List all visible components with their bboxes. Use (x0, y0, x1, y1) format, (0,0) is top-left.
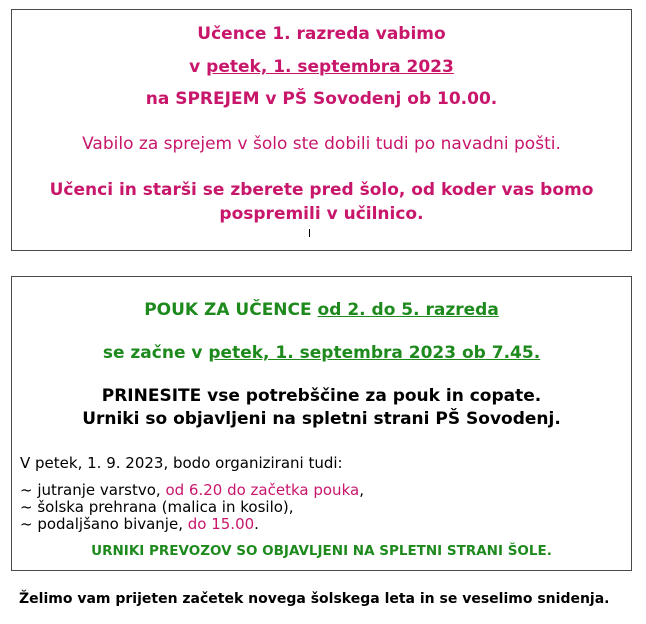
organized-intro: V petek, 1. 9. 2023, bodo organizirani tudi: (20, 454, 343, 472)
invitation-date-line (12, 57, 631, 77)
mail-notice: Vabilo za sprejem v šolo ste dobili tudi po navadni pošti. (82, 134, 561, 154)
reception-line: na SPREJEM v PŠ Sovodenj ob 10.00. (145, 89, 498, 109)
list-item-text: ~ šolska prehrana (malica in kosilo), (20, 498, 294, 516)
date-prefix: v (189, 57, 207, 77)
lessons-box (11, 276, 632, 571)
list-item (20, 515, 259, 533)
lessons-heading (12, 300, 631, 320)
start-line (12, 343, 631, 363)
invitation-date: petek, 1. septembra 2023 (206, 57, 454, 77)
bring-line: PRINESITE vse potrebščine za pouk in copate. (101, 386, 542, 406)
list-item (20, 498, 294, 516)
list-item-suffix: . (254, 515, 259, 533)
closing-message: Želimo vam prijeten začetek novega šolskega leta in se veselimo snidenja. (19, 591, 610, 607)
grade-range: od 2. do 5. razreda (317, 300, 499, 320)
schedule-line: Urniki so objavljeni na spletni strani PŠ Sovodenj. (82, 409, 561, 429)
lessons-heading-prefix: POUK ZA UČENCE (144, 300, 318, 320)
gathering-line-2: pospremili v učilnico. (219, 204, 424, 224)
list-item (20, 481, 364, 499)
transport-notice: URNIKI PREVOZOV SO OBJAVLJENI NA SPLETNI STRANI ŠOLE. (91, 543, 552, 559)
list-item-text: ~ podaljšano bivanje, (20, 515, 188, 533)
text-cursor-mark (309, 229, 310, 237)
list-item-highlight: do 15.00 (187, 515, 255, 533)
list-item-text: ~ jutranje varstvo, (20, 481, 166, 499)
start-date: petek, 1. septembra 2023 ob 7.45. (208, 343, 541, 363)
invitation-heading: Učence 1. razreda vabimo (197, 24, 446, 44)
list-item-highlight: od 6.20 do začetka pouka (165, 481, 360, 499)
invitation-box (11, 9, 632, 251)
start-prefix: se začne v (102, 343, 209, 363)
gathering-line-1: Učenci in starši se zberete pred šolo, od koder vas bomo (49, 180, 594, 200)
list-item-suffix: , (359, 481, 364, 499)
